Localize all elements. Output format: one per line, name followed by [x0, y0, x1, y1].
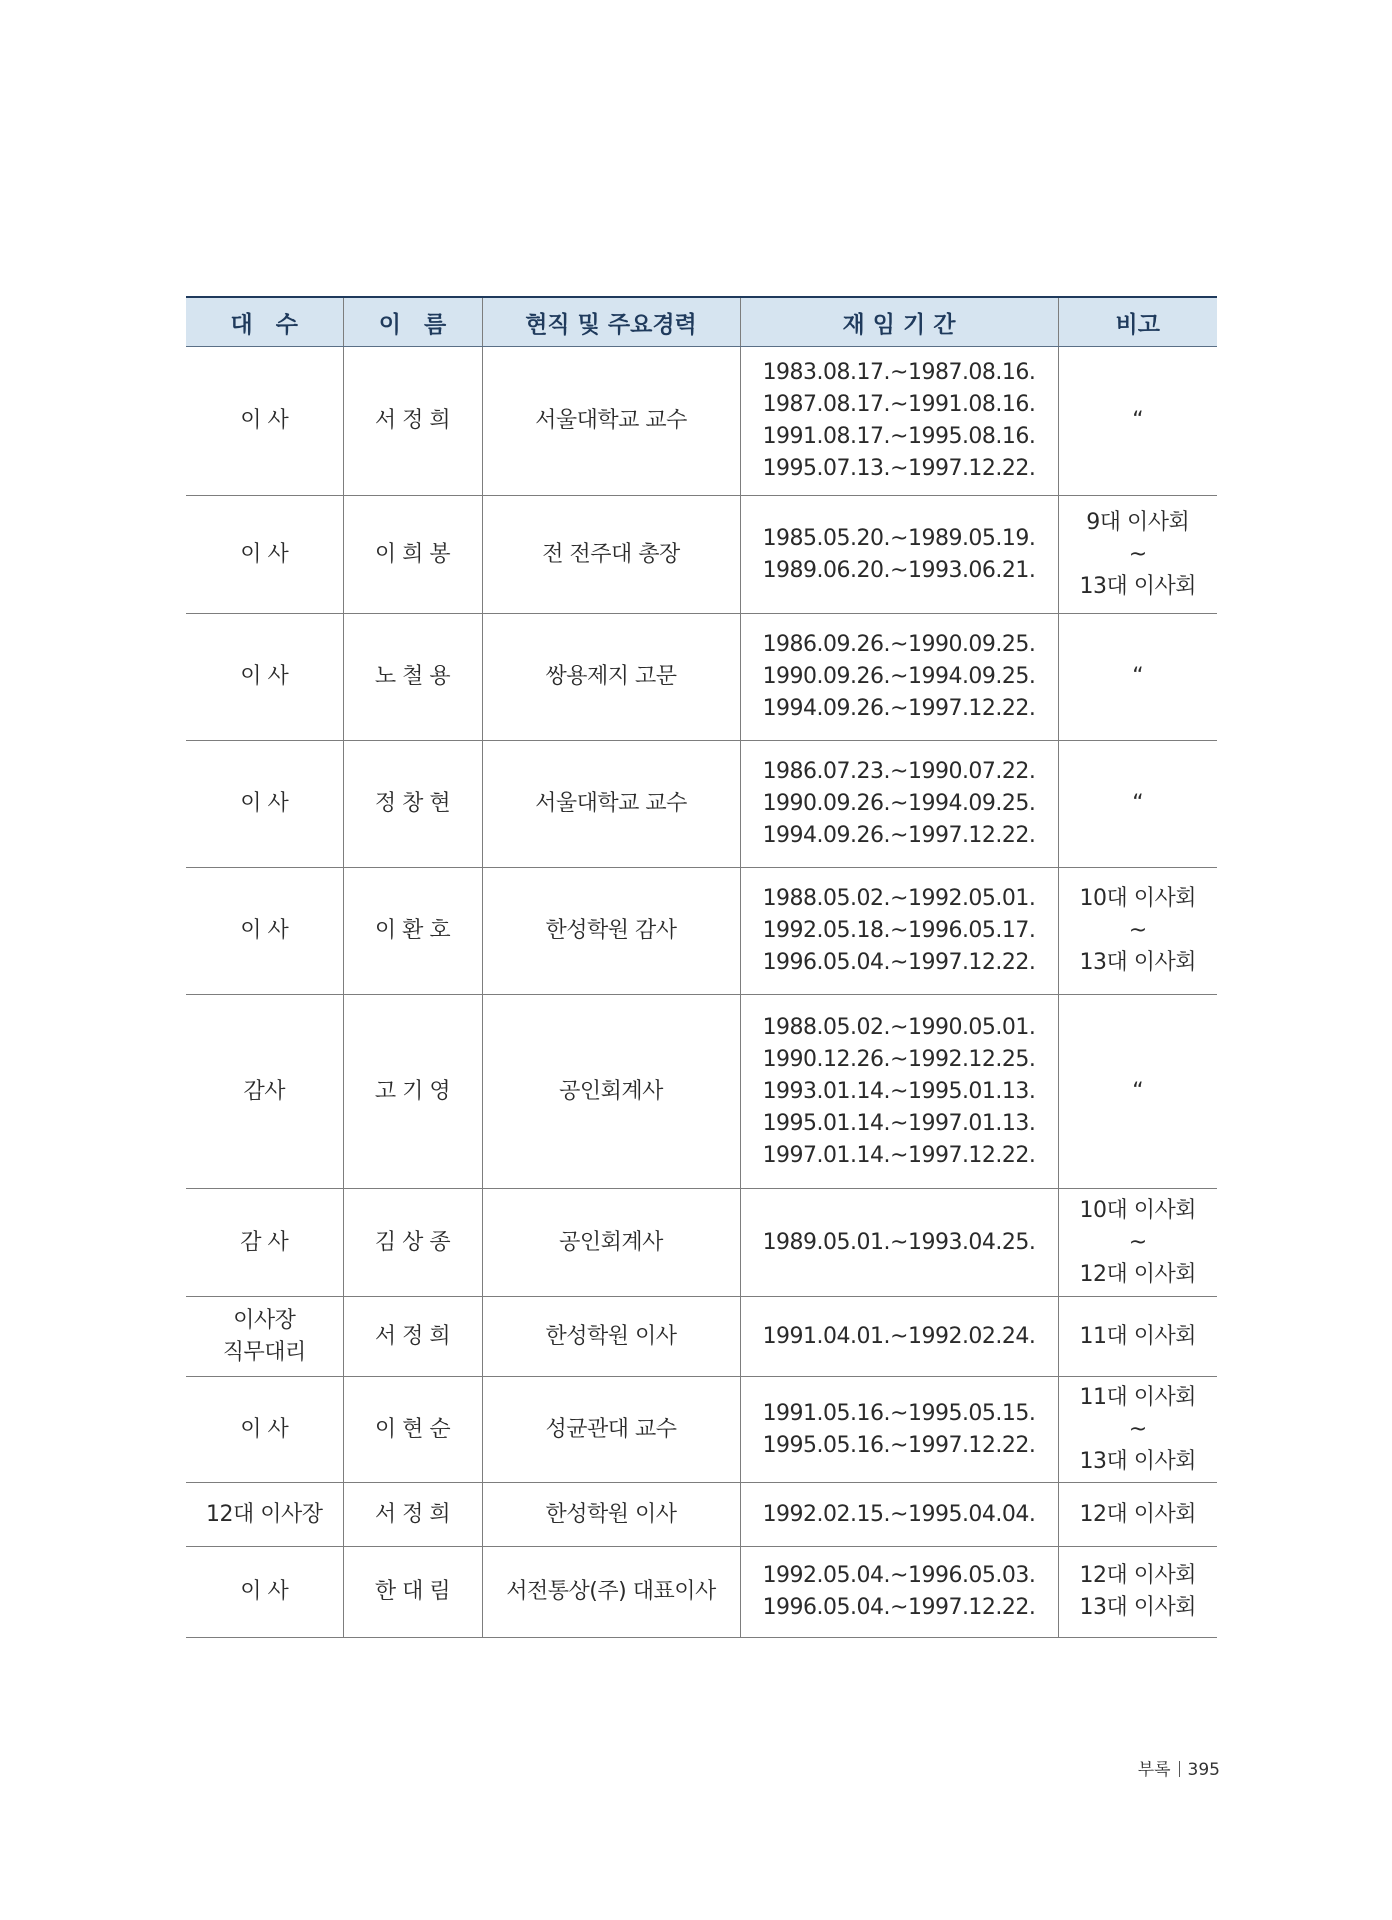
tenure-cell-line: 1988.05.02.~1990.05.01. — [762, 1014, 1036, 1040]
tenure-cell-line: 1988.05.02.~1992.05.01. — [762, 886, 1036, 911]
tenure-cell — [740, 1297, 1058, 1377]
table-row — [186, 614, 1217, 741]
role-cell-line: 이 사 — [240, 408, 289, 433]
note-cell-line: “ — [1132, 664, 1144, 689]
note-cell — [1058, 1189, 1217, 1297]
career-cell — [482, 995, 740, 1189]
role-cell — [186, 1377, 343, 1483]
name-cell — [343, 1377, 482, 1483]
career-cell-line: 서울대학교 교수 — [535, 408, 687, 433]
table-row — [186, 496, 1217, 614]
name-cell-line: 서 정 희 — [374, 408, 451, 433]
role-cell-line: 이 사 — [240, 664, 289, 689]
table-row — [186, 741, 1217, 868]
name-cell-line: 서 정 희 — [374, 1501, 451, 1527]
note-cell-line: 13대 이사회 — [1079, 573, 1196, 599]
tenure-cell-line: 1987.08.17.~1991.08.16. — [762, 392, 1036, 417]
note-cell — [1058, 1297, 1217, 1377]
note-cell — [1058, 995, 1217, 1189]
note-cell — [1058, 868, 1217, 995]
role-cell-line: 이 사 — [240, 1579, 289, 1604]
tenure-cell-line: 1990.12.26.~1992.12.25. — [762, 1046, 1036, 1072]
career-cell-line: 한성학원 이사 — [545, 1323, 677, 1349]
role-cell-line: 이 사 — [240, 541, 289, 567]
header-career: 현직 및 주요경력 — [482, 297, 740, 347]
note-cell-line: 13대 이사회 — [1079, 950, 1196, 975]
tenure-cell-line: 1996.05.04.~1997.12.22. — [762, 1595, 1036, 1620]
career-cell-line: 쌍용제지 고문 — [545, 664, 677, 689]
career-cell — [482, 1189, 740, 1297]
role-cell-line: 이 사 — [240, 918, 289, 943]
career-cell-line: 전 전주대 총장 — [542, 541, 680, 567]
role-cell-line: 이 사 — [240, 1416, 289, 1442]
role-cell — [186, 995, 343, 1189]
name-cell — [343, 741, 482, 868]
note-cell-line: ~ — [1128, 918, 1147, 943]
tenure-cell-line: 1991.05.16.~1995.05.15. — [762, 1400, 1036, 1426]
tenure-cell — [740, 1377, 1058, 1483]
tenure-cell — [740, 614, 1058, 741]
career-cell — [482, 1483, 740, 1547]
role-cell — [186, 741, 343, 868]
tenure-cell-line: 1989.06.20.~1993.06.21. — [762, 557, 1036, 583]
name-cell — [343, 1547, 482, 1638]
tenure-cell-line: 1983.08.17.~1987.08.16. — [762, 360, 1036, 385]
tenure-cell-line: 1991.04.01.~1992.02.24. — [762, 1323, 1036, 1349]
tenure-cell — [740, 1483, 1058, 1547]
tenure-cell-line: 1992.05.18.~1996.05.17. — [762, 918, 1036, 943]
career-cell — [482, 1547, 740, 1638]
note-cell-line: ~ — [1128, 541, 1147, 567]
name-cell — [343, 614, 482, 741]
tenure-cell — [740, 496, 1058, 614]
name-cell-line: 이 희 봉 — [374, 541, 451, 567]
career-cell-line: 한성학원 이사 — [545, 1501, 677, 1527]
tenure-cell-line: 1992.02.15.~1995.04.04. — [762, 1501, 1036, 1527]
table-row — [186, 995, 1217, 1189]
career-cell-line: 한성학원 감사 — [545, 918, 677, 943]
role-cell — [186, 868, 343, 995]
career-cell-line: 공인회계사 — [559, 1078, 663, 1104]
tenure-cell — [740, 868, 1058, 995]
table-row — [186, 868, 1217, 995]
role-cell — [186, 1297, 343, 1377]
note-cell-line: “ — [1132, 408, 1144, 433]
page-footer — [1120, 1755, 1220, 1780]
role-cell — [186, 347, 343, 496]
career-cell-line: 공인회계사 — [559, 1229, 663, 1255]
career-cell — [482, 614, 740, 741]
note-cell-line: ~ — [1128, 1229, 1147, 1255]
tenure-cell-line: 1994.09.26.~1997.12.22. — [762, 823, 1036, 848]
page-number: 395 — [1187, 1760, 1220, 1780]
note-cell-line: 13대 이사회 — [1079, 1448, 1196, 1474]
tenure-cell-line: 1997.01.14.~1997.12.22. — [762, 1142, 1036, 1168]
role-cell — [186, 1483, 343, 1547]
name-cell-line: 서 정 희 — [374, 1323, 451, 1349]
note-cell-line: 10대 이사회 — [1079, 886, 1196, 911]
role-cell-line: 이 사 — [240, 791, 289, 816]
tenure-cell-line: 1986.09.26.~1990.09.25. — [762, 632, 1036, 657]
role-cell-line: 이사장 — [233, 1307, 296, 1333]
header-term-number: 대 수 — [186, 297, 343, 347]
career-cell-line: 서전통상(주) 대표이사 — [506, 1579, 716, 1604]
name-cell — [343, 1297, 482, 1377]
tenure-cell-line: 1995.07.13.~1997.12.22. — [762, 456, 1036, 481]
note-cell-line: ~ — [1128, 1416, 1147, 1442]
note-cell — [1058, 1483, 1217, 1547]
name-cell-line: 이 현 순 — [374, 1416, 451, 1442]
role-cell-line: 12대 이사장 — [206, 1501, 323, 1527]
header-note: 비고 — [1058, 297, 1217, 347]
tenure-cell-line: 1990.09.26.~1994.09.25. — [762, 664, 1036, 689]
note-cell-line: 9대 이사회 — [1086, 509, 1190, 535]
table-row — [186, 1547, 1217, 1638]
note-cell — [1058, 614, 1217, 741]
role-cell — [186, 614, 343, 741]
tenure-cell — [740, 1189, 1058, 1297]
tenure-cell-line: 1986.07.23.~1990.07.22. — [762, 759, 1036, 784]
note-cell-line: 10대 이사회 — [1079, 1197, 1196, 1223]
table-row — [186, 347, 1217, 496]
note-cell-line: 12대 이사회 — [1079, 1501, 1196, 1527]
note-cell-line: 12대 이사회 — [1079, 1563, 1196, 1588]
note-cell — [1058, 1547, 1217, 1638]
note-cell — [1058, 1377, 1217, 1483]
career-cell — [482, 868, 740, 995]
name-cell — [343, 868, 482, 995]
role-cell-line: 감사 — [243, 1078, 285, 1104]
career-cell-line: 성균관대 교수 — [545, 1416, 677, 1442]
career-cell — [482, 1377, 740, 1483]
role-cell — [186, 1189, 343, 1297]
name-cell — [343, 1483, 482, 1547]
role-cell — [186, 1547, 343, 1638]
name-cell — [343, 995, 482, 1189]
board-members-table — [186, 296, 1217, 1638]
tenure-cell — [740, 995, 1058, 1189]
name-cell-line: 김 상 종 — [374, 1229, 451, 1255]
career-cell-line: 서울대학교 교수 — [535, 791, 687, 816]
table-row — [186, 1297, 1217, 1377]
note-cell-line: 11대 이사회 — [1079, 1384, 1196, 1410]
footer-separator — [1179, 1761, 1180, 1777]
career-cell — [482, 496, 740, 614]
career-cell — [482, 741, 740, 868]
table-body — [186, 347, 1217, 1638]
note-cell — [1058, 496, 1217, 614]
note-cell — [1058, 741, 1217, 868]
note-cell-line: “ — [1132, 791, 1144, 816]
role-cell — [186, 496, 343, 614]
tenure-cell-line: 1990.09.26.~1994.09.25. — [762, 791, 1036, 816]
tenure-cell-line: 1995.01.14.~1997.01.13. — [762, 1110, 1036, 1136]
name-cell — [343, 347, 482, 496]
tenure-cell-line: 1991.08.17.~1995.08.16. — [762, 424, 1036, 449]
tenure-cell — [740, 741, 1058, 868]
table-row — [186, 1189, 1217, 1297]
name-cell-line: 한 대 림 — [374, 1579, 451, 1604]
tenure-cell-line: 1996.05.04.~1997.12.22. — [762, 950, 1036, 975]
table-row — [186, 1483, 1217, 1547]
tenure-cell-line: 1994.09.26.~1997.12.22. — [762, 696, 1036, 721]
tenure-cell-line: 1992.05.04.~1996.05.03. — [762, 1563, 1036, 1588]
name-cell-line: 노 철 용 — [374, 664, 451, 689]
name-cell-line: 이 환 호 — [374, 918, 451, 943]
tenure-cell — [740, 1547, 1058, 1638]
tenure-cell-line: 1993.01.14.~1995.01.13. — [762, 1078, 1036, 1104]
table-row — [186, 1377, 1217, 1483]
note-cell-line: “ — [1132, 1078, 1144, 1104]
tenure-cell — [740, 347, 1058, 496]
footer-section: 부록 — [1137, 1760, 1171, 1780]
role-cell-line: 직무대리 — [222, 1339, 306, 1365]
note-cell-line: 11대 이사회 — [1079, 1323, 1196, 1349]
tenure-cell-line: 1995.05.16.~1997.12.22. — [762, 1432, 1036, 1458]
note-cell-line: 12대 이사회 — [1079, 1261, 1196, 1287]
career-cell — [482, 1297, 740, 1377]
header-tenure: 재 임 기 간 — [740, 297, 1058, 347]
header-name: 이 름 — [343, 297, 482, 347]
name-cell — [343, 496, 482, 614]
name-cell-line: 정 창 현 — [374, 791, 451, 816]
role-cell-line: 감 사 — [240, 1229, 289, 1255]
note-cell-line: 13대 이사회 — [1079, 1595, 1196, 1620]
tenure-cell-line: 1985.05.20.~1989.05.19. — [762, 525, 1036, 551]
career-cell — [482, 347, 740, 496]
table-header-row — [186, 297, 1217, 347]
name-cell-line: 고 기 영 — [374, 1078, 451, 1104]
tenure-cell-line: 1989.05.01.~1993.04.25. — [762, 1229, 1036, 1255]
name-cell — [343, 1189, 482, 1297]
note-cell — [1058, 347, 1217, 496]
